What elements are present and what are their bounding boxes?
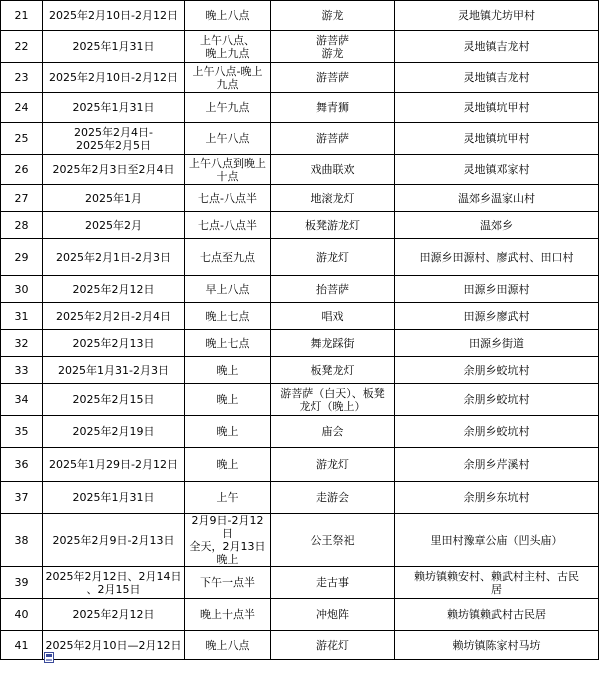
events-table-body (1, 1, 599, 660)
table-row (1, 416, 599, 448)
row-activity: 游菩萨 (271, 123, 395, 155)
row-location: 赖坊镇陈家村马坊 (395, 631, 599, 660)
row-activity: 舞龙踩街 (271, 330, 395, 357)
row-location: 赖坊镇赖安村、赖武村主村、古民 居 (395, 567, 599, 599)
row-date: 2025年1月31日 (43, 93, 185, 123)
document-icon (44, 652, 54, 663)
row-activity: 唱戏 (271, 303, 395, 330)
row-time: 早上八点 (185, 276, 271, 303)
table-row (1, 567, 599, 599)
row-date: 2025年1月31日 (43, 482, 185, 514)
row-number: 27 (1, 185, 43, 212)
row-number: 30 (1, 276, 43, 303)
row-time: 七点-八点半 (185, 212, 271, 239)
row-activity: 庙会 (271, 416, 395, 448)
row-location: 余朋乡蛟坑村 (395, 384, 599, 416)
row-activity: 游龙 (271, 1, 395, 31)
row-location: 余朋乡蛟坑村 (395, 357, 599, 384)
row-location: 灵地镇邓家村 (395, 155, 599, 185)
row-location: 余朋乡东坑村 (395, 482, 599, 514)
row-location: 灵地镇尤坊甲村 (395, 1, 599, 31)
row-activity: 游花灯 (271, 631, 395, 660)
row-number: 39 (1, 567, 43, 599)
table-row (1, 599, 599, 631)
row-number: 38 (1, 514, 43, 567)
row-activity: 公王祭祀 (271, 514, 395, 567)
row-time: 晚上十点半 (185, 599, 271, 631)
table-row (1, 448, 599, 482)
row-date: 2025年2月 (43, 212, 185, 239)
table-row (1, 276, 599, 303)
row-date: 2025年2月1日-2月3日 (43, 239, 185, 276)
row-date: 2025年2月15日 (43, 384, 185, 416)
row-number: 24 (1, 93, 43, 123)
row-date: 2025年2月13日 (43, 330, 185, 357)
row-number: 33 (1, 357, 43, 384)
row-date: 2025年2月9日-2月13日 (43, 514, 185, 567)
row-date: 2025年1月31日 (43, 31, 185, 63)
row-time: 上午九点 (185, 93, 271, 123)
row-date: 2025年2月19日 (43, 416, 185, 448)
row-time: 晚上七点 (185, 303, 271, 330)
row-date: 2025年2月10日-2月12日 (43, 1, 185, 31)
row-activity: 走游会 (271, 482, 395, 514)
table-row (1, 303, 599, 330)
row-location: 田源乡田源村、廖武村、田口村 (395, 239, 599, 276)
row-number: 34 (1, 384, 43, 416)
table-row (1, 63, 599, 93)
row-number: 26 (1, 155, 43, 185)
row-number: 28 (1, 212, 43, 239)
row-activity: 游菩萨 (271, 63, 395, 93)
row-time: 上午 (185, 482, 271, 514)
row-time: 晚上八点 (185, 631, 271, 660)
row-date: 2025年2月10日—2月12日 (43, 631, 185, 660)
row-activity: 游龙灯 (271, 448, 395, 482)
row-number: 25 (1, 123, 43, 155)
table-row (1, 357, 599, 384)
row-date: 2025年2月12日 (43, 599, 185, 631)
row-date: 2025年2月12日、2月14日 、2月15日 (43, 567, 185, 599)
table-row (1, 631, 599, 660)
row-activity: 板凳游龙灯 (271, 212, 395, 239)
row-number: 21 (1, 1, 43, 31)
row-location: 田源乡廖武村 (395, 303, 599, 330)
row-time: 2月9日-2月12日 全天，2月13日 晚上 (185, 514, 271, 567)
table-row (1, 212, 599, 239)
row-time: 上午八点、 晚上九点 (185, 31, 271, 63)
row-activity: 游菩萨 游龙 (271, 31, 395, 63)
row-location: 温郊乡 (395, 212, 599, 239)
row-time: 晚上 (185, 416, 271, 448)
row-number: 41 (1, 631, 43, 660)
row-location: 余朋乡蛟坑村 (395, 416, 599, 448)
table-row (1, 155, 599, 185)
row-time: 上午八点到晚上 十点 (185, 155, 271, 185)
table-row (1, 239, 599, 276)
row-activity: 舞青狮 (271, 93, 395, 123)
row-number: 23 (1, 63, 43, 93)
table-row (1, 123, 599, 155)
table-row (1, 93, 599, 123)
row-date: 2025年2月12日 (43, 276, 185, 303)
row-date: 2025年2月3日至2月4日 (43, 155, 185, 185)
table-row (1, 31, 599, 63)
row-activity: 游龙灯 (271, 239, 395, 276)
row-date: 2025年1月29日-2月12日 (43, 448, 185, 482)
row-location: 赖坊镇赖武村古民居 (395, 599, 599, 631)
row-time: 晚上八点 (185, 1, 271, 31)
row-activity: 戏曲联欢 (271, 155, 395, 185)
row-location: 灵地镇吉龙村 (395, 31, 599, 63)
table-row (1, 384, 599, 416)
row-location: 里田村豫章公庙（凹头庙） (395, 514, 599, 567)
row-activity: 地滚龙灯 (271, 185, 395, 212)
table-row (1, 1, 599, 31)
row-location: 温郊乡温家山村 (395, 185, 599, 212)
row-number: 36 (1, 448, 43, 482)
table-row (1, 514, 599, 567)
row-activity: 走古事 (271, 567, 395, 599)
row-date: 2025年1月31-2月3日 (43, 357, 185, 384)
row-number: 22 (1, 31, 43, 63)
row-number: 32 (1, 330, 43, 357)
row-activity: 抬菩萨 (271, 276, 395, 303)
row-time: 上午八点-晚上 九点 (185, 63, 271, 93)
row-activity: 冲炮阵 (271, 599, 395, 631)
row-number: 29 (1, 239, 43, 276)
row-location: 余朋乡芹溪村 (395, 448, 599, 482)
row-time: 上午八点 (185, 123, 271, 155)
row-time: 晚上 (185, 384, 271, 416)
table-row (1, 330, 599, 357)
row-time: 下午一点半 (185, 567, 271, 599)
row-location: 灵地镇坑甲村 (395, 123, 599, 155)
row-location: 灵地镇吉龙村 (395, 63, 599, 93)
row-number: 37 (1, 482, 43, 514)
row-activity: 板凳龙灯 (271, 357, 395, 384)
row-number: 35 (1, 416, 43, 448)
row-activity: 游菩萨（白天）、板凳 龙灯（晚上） (271, 384, 395, 416)
table-row (1, 482, 599, 514)
row-date: 2025年2月2日-2月4日 (43, 303, 185, 330)
row-time: 晚上 (185, 448, 271, 482)
row-date: 2025年2月10日-2月12日 (43, 63, 185, 93)
table-row (1, 185, 599, 212)
row-location: 灵地镇坑甲村 (395, 93, 599, 123)
row-location: 田源乡田源村 (395, 276, 599, 303)
row-number: 31 (1, 303, 43, 330)
row-time: 七点-八点半 (185, 185, 271, 212)
row-time: 七点至九点 (185, 239, 271, 276)
row-date: 2025年2月4日- 2025年2月5日 (43, 123, 185, 155)
row-location: 田源乡街道 (395, 330, 599, 357)
row-date: 2025年1月 (43, 185, 185, 212)
row-number: 40 (1, 599, 43, 631)
row-time: 晚上七点 (185, 330, 271, 357)
row-time: 晚上 (185, 357, 271, 384)
